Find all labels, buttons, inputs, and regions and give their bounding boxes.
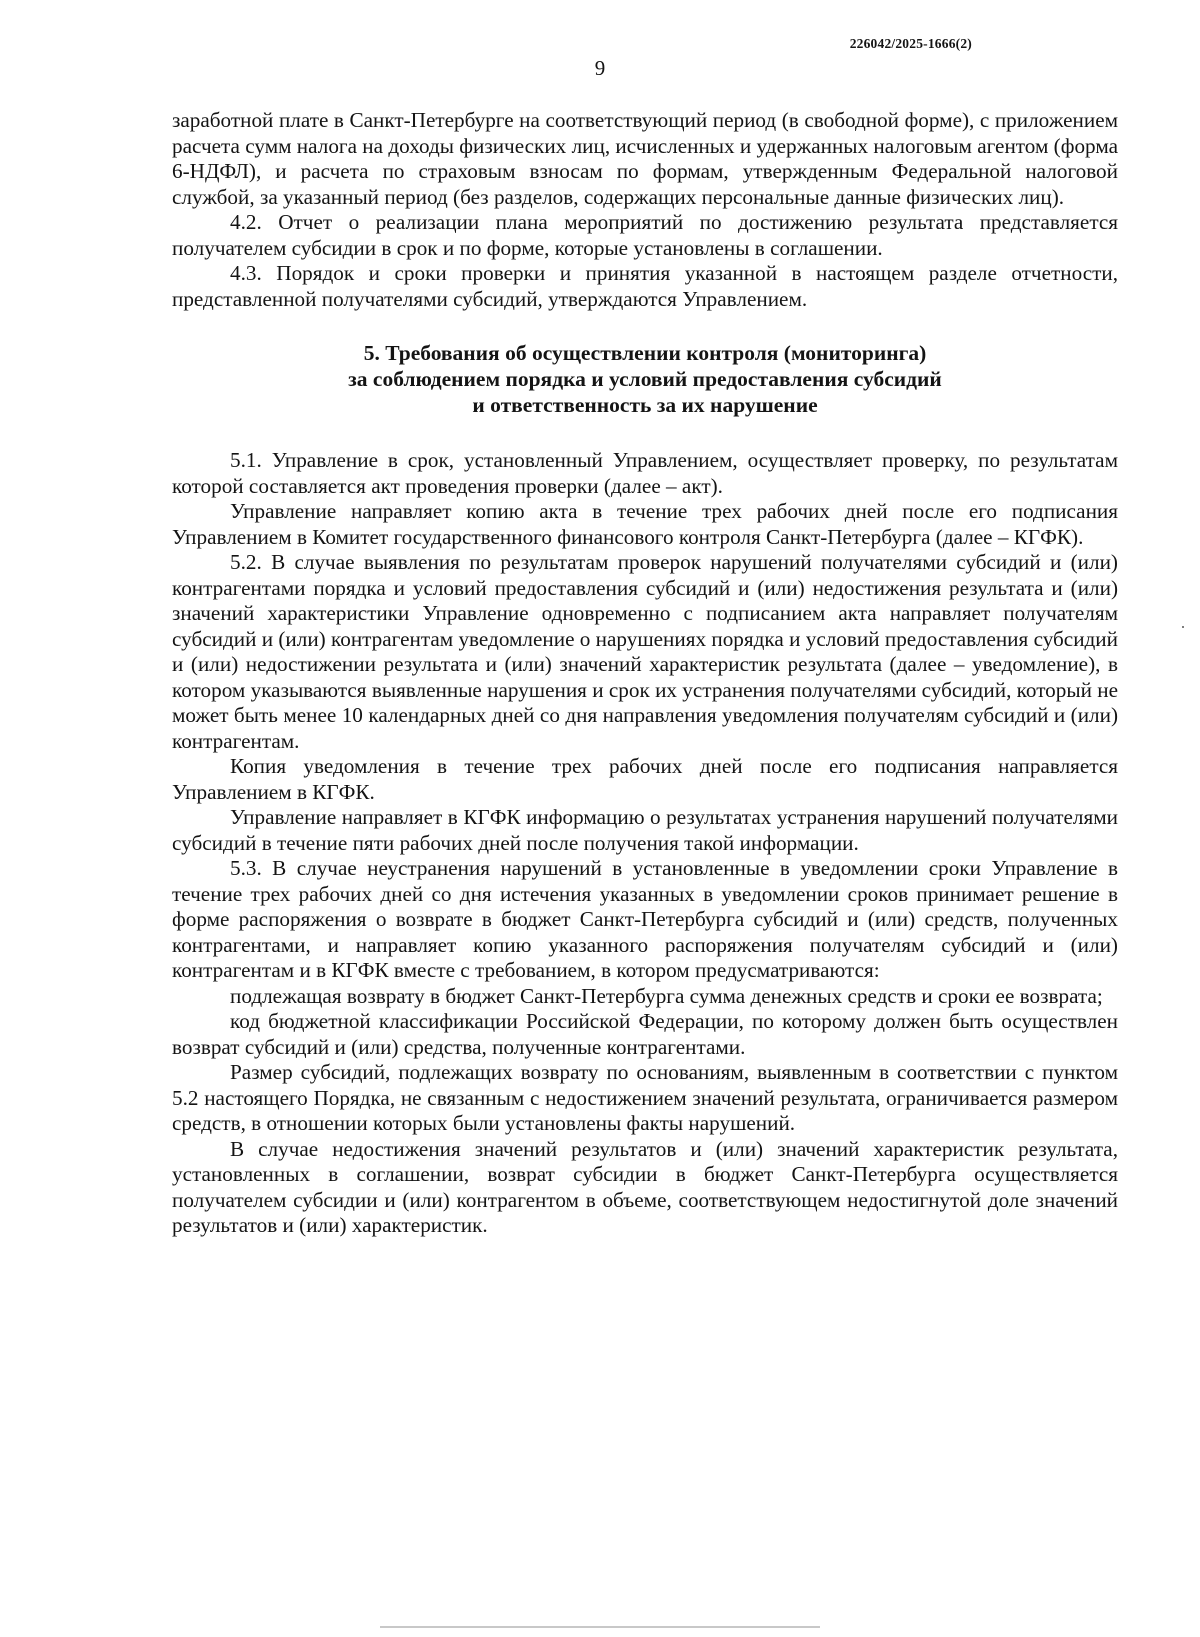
document-registration-number: 226042/2025-1666(2) xyxy=(849,36,972,51)
document-body xyxy=(172,108,1118,1239)
paragraph-continuation: заработной плате в Санкт-Петербурге на соответствующий период (в свободной форме), с приложением расчета сумм налога на доходы физических лиц, исчисленных и удержанных налоговым агентом (форма 6-НДФЛ), и расчета по страховым взносам по формам, утвержденным Федеральной налоговой службой, за указанный период (без разделов, содержащих персональные данные физических лиц). xyxy=(172,108,1118,209)
paragraph-list-item: код бюджетной классификации Российской Федерации, по которому должен быть осуществлен возврат субсидий и (или) средства, полученные контрагентами. xyxy=(172,1009,1118,1059)
paragraph-4-2: 4.2. Отчет о реализации плана мероприятий по достижению результата представляется получателем субсидии в срок и по форме, которые установлены в соглашении. xyxy=(172,210,1118,260)
section-heading xyxy=(172,340,1118,418)
page-number: 9 xyxy=(594,56,606,80)
section-heading-line: 5. Требования об осуществлении контроля (мониторинга) xyxy=(363,341,927,365)
paragraph-5-1: 5.1. Управление в срок, установленный Управлением, осуществляет проверку, по результатам которой составляется акт проведения проверки (далее – акт). xyxy=(172,448,1118,498)
paragraph: Копия уведомления в течение трех рабочих дней после его подписания направляется Управлением в КГФК. xyxy=(172,754,1118,804)
scan-bottom-edge xyxy=(380,1626,820,1628)
scan-speck xyxy=(1182,626,1184,628)
section-heading-line: и ответственность за их нарушение xyxy=(472,393,818,417)
paragraph: Управление направляет в КГФК информацию о результатах устранения нарушений получателями субсидий в течение пяти рабочих дней после получения такой информации. xyxy=(172,805,1118,855)
paragraph: В случае недостижения значений результатов и (или) значений характеристик результата, установленных в соглашении, возврат субсидии в бюджет Санкт-Петербурга осуществляется получателем субсидии и (или) контрагентом в объеме, соответствующем недостигнутой доле значений результатов и (или) характеристик. xyxy=(172,1136,1118,1237)
section-heading-line: за соблюдением порядка и условий предоставления субсидий xyxy=(348,367,942,391)
paragraph: Управление направляет копию акта в течение трех рабочих дней после его подписания Управлением в Комитет государственного финансового контроля Санкт-Петербурга (далее – КГФК). xyxy=(172,499,1118,549)
paragraph-5-3: 5.3. В случае неустранения нарушений в установленные в уведомлении сроки Управление в течение трех рабочих дней со дня истечения указанных в уведомлении сроков принимает решение в форме распоряжения о возврате в бюджет Санкт-Петербурга субсидий и (или) средств, полученных контрагентами, и направляет копию указанного распоряжения получателям субсидий и (или) контрагентам и в КГФК вместе с требованием, в котором предусматриваются: xyxy=(172,856,1118,982)
paragraph-5-2: 5.2. В случае выявления по результатам проверок нарушений получателями субсидий и (или) контрагентами порядка и условий предоставления субсидий и (или) недостижения результата и (или) значений характеристики Управление одновременно с подписанием акта направляет получателям субсидий и (или) контрагентам уведомление о нарушениях порядка и условий предоставления субсидий и (или) недостижении результата и (или) значений характеристик результата (далее – уведомление), в котором указываются выявленные нарушения и срок их устранения получателями субсидий, который не может быть менее 10 календарных дней со дня направления уведомления получателям субсидий и (или) контрагентам. xyxy=(172,550,1118,753)
paragraph: Размер субсидий, подлежащих возврату по основаниям, выявленным в соответствии с пунктом 5.2 настоящего Порядка, не связанным с недостижением значений результата, ограничивается размером средств, в отношении которых были установлены факты нарушений. xyxy=(172,1060,1118,1135)
paragraph-4-3: 4.3. Порядок и сроки проверки и принятия указанной в настоящем разделе отчетности, представленной получателями субсидий, утверждаются Управлением. xyxy=(172,261,1118,311)
paragraph-list-item: подлежащая возврату в бюджет Санкт-Петербурга сумма денежных средств и сроки ее возврата; xyxy=(230,983,1103,1008)
